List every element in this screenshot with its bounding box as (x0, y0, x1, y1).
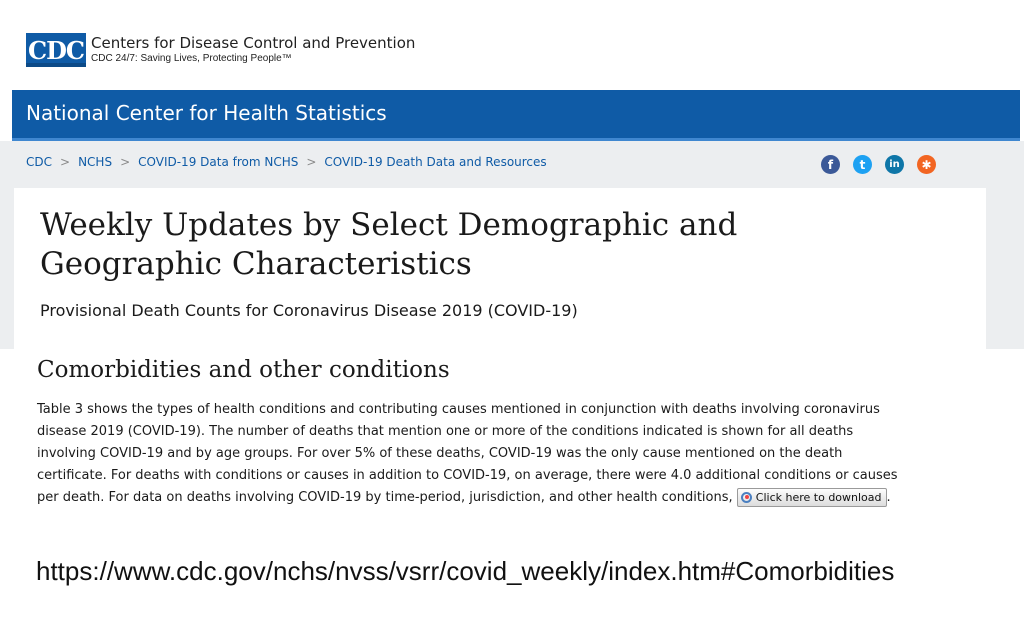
title-card (14, 188, 986, 349)
brand-text (91, 35, 415, 65)
nchs-header-bar (12, 90, 1020, 141)
page-subtitle: Provisional Death Counts for Coronavirus Disease 2019 (COVID-19) (40, 301, 578, 320)
breadcrumb-covid-data[interactable]: COVID-19 Data from NCHS (138, 155, 299, 169)
breadcrumb-cdc[interactable]: CDC (26, 155, 52, 169)
section-body-text: Table 3 shows the types of health conditions and contributing causes mentioned in conjunction with deaths involving coronavirus disease 2019 (COVID-19). The number of deaths that mention one or more of the conditions indicated is shown for all deaths involving COVID-19 and by age groups. For over 5% of these deaths, COVID-19 was the only cause mentioned on the death certificate. For deaths with conditions or causes in addition to COVID-19, on average, there were 4.0 additional conditions or causes per death. For data on deaths involving COVID-19 by time-period, jurisdiction, and other health conditions, (37, 402, 898, 505)
syndicate-icon[interactable]: ✱ (917, 155, 936, 174)
linkedin-icon[interactable]: in (885, 155, 904, 174)
sentence-end: . (886, 490, 891, 505)
nchs-title-link[interactable]: National Center for Health Statistics (26, 101, 387, 125)
breadcrumb-nchs[interactable]: NCHS (78, 155, 113, 169)
breadcrumb-death-data[interactable]: COVID-19 Death Data and Resources (324, 155, 547, 169)
twitter-icon[interactable]: t (853, 155, 872, 174)
download-icon (741, 492, 752, 503)
download-button[interactable] (737, 488, 887, 507)
brand-tagline: CDC 24/7: Saving Lives, Protecting People™ (91, 53, 292, 64)
cdc-logo[interactable]: CDC (26, 33, 86, 67)
cdc-brand[interactable] (26, 33, 415, 67)
section-body (37, 399, 907, 509)
source-url-caption: https://www.cdc.gov/nchs/nvss/vsrr/covid_weekly/index.htm#Comorbidities (36, 556, 895, 586)
section-title: Comorbidities and other conditions (37, 357, 450, 383)
facebook-icon[interactable]: f (821, 155, 840, 174)
breadcrumb-separator: > (60, 155, 71, 169)
page-title: Weekly Updates by Select Demographic and Geographic Characteristics (40, 207, 738, 282)
social-share-bar (821, 155, 936, 174)
breadcrumb-separator: > (120, 155, 131, 169)
breadcrumb-separator: > (306, 155, 317, 169)
brand-title: Centers for Disease Control and Prevention (91, 34, 416, 52)
breadcrumb (26, 155, 547, 169)
download-button-label: Click here to download (755, 490, 882, 504)
